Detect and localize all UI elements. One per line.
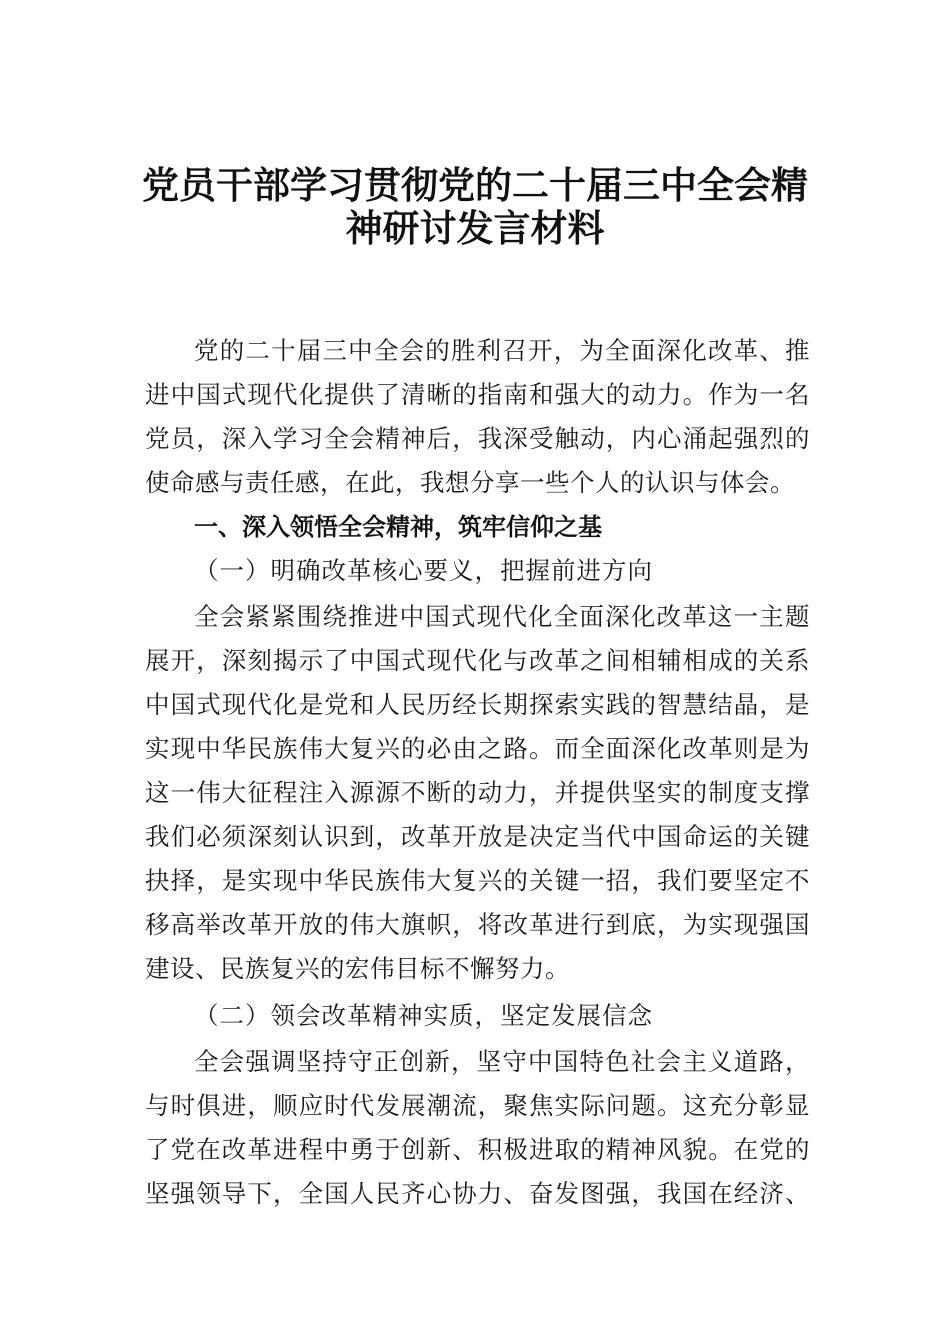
- sub1-paragraph-line: 展开，深刻揭示了中国式现代化与改革之间相辅相成的关系: [145, 646, 810, 675]
- sub1-paragraph-line: 抉择，是实现中华民族伟大复兴的关键一招，我们要坚定不: [145, 866, 810, 895]
- section-1-heading: 一、深入领悟全会精神，筑牢信仰之基: [194, 513, 602, 541]
- subsection-2-heading: （二）领会改革精神实质，坚定发展信念: [194, 1001, 653, 1030]
- sub2-paragraph-line: 与时俱进，顺应时代发展潮流，聚焦实际问题。这充分彰显: [145, 1091, 810, 1120]
- intro-line: 党的二十届三中全会的胜利召开，为全面深化改革、推: [194, 336, 810, 365]
- subsection-1-heading: （一）明确改革核心要义，把握前进方向: [194, 556, 653, 585]
- sub2-paragraph-line: 坚强领导下，全国人民齐心协力、奋发图强，我国在经济、: [145, 1179, 810, 1208]
- sub1-paragraph-line: 这一伟大征程注入源源不断的动力，并提供坚实的制度支撑: [145, 778, 810, 807]
- document-title-line-1: 党员干部学习贯彻党的二十届三中全会精: [142, 163, 808, 207]
- sub1-paragraph-line: 全会紧紧围绕推进中国式现代化全面深化改革这一主题: [194, 602, 810, 631]
- sub1-paragraph-line: 中国式现代化是党和人民历经长期探索实践的智慧结晶，是: [145, 690, 810, 719]
- sub2-paragraph-line: 了党在改革进程中勇于创新、积极进取的精神风貌。在党的: [145, 1135, 810, 1164]
- intro-line: 使命感与责任感，在此，我想分享一些个人的认识与体会。: [145, 468, 795, 497]
- sub2-paragraph-line: 全会强调坚持守正创新，坚守中国特色社会主义道路，: [194, 1047, 810, 1076]
- intro-line: 党员，深入学习全会精神后，我深受触动，内心涌起强烈的: [145, 424, 810, 453]
- sub1-paragraph-line: 移高举改革开放的伟大旗帜，将改革进行到底，为实现强国: [145, 910, 810, 939]
- document-title-line-2: 神研讨发言材料: [345, 206, 605, 250]
- intro-line: 进中国式现代化提供了清晰的指南和强大的动力。作为一名: [145, 380, 810, 409]
- sub1-paragraph-line: 我们必须深刻认识到，改革开放是决定当代中国命运的关键: [145, 822, 810, 851]
- sub1-paragraph-line: 建设、民族复兴的宏伟目标不懈努力。: [145, 954, 570, 983]
- sub1-paragraph-line: 实现中华民族伟大复兴的必由之路。而全面深化改革则是为: [145, 734, 810, 763]
